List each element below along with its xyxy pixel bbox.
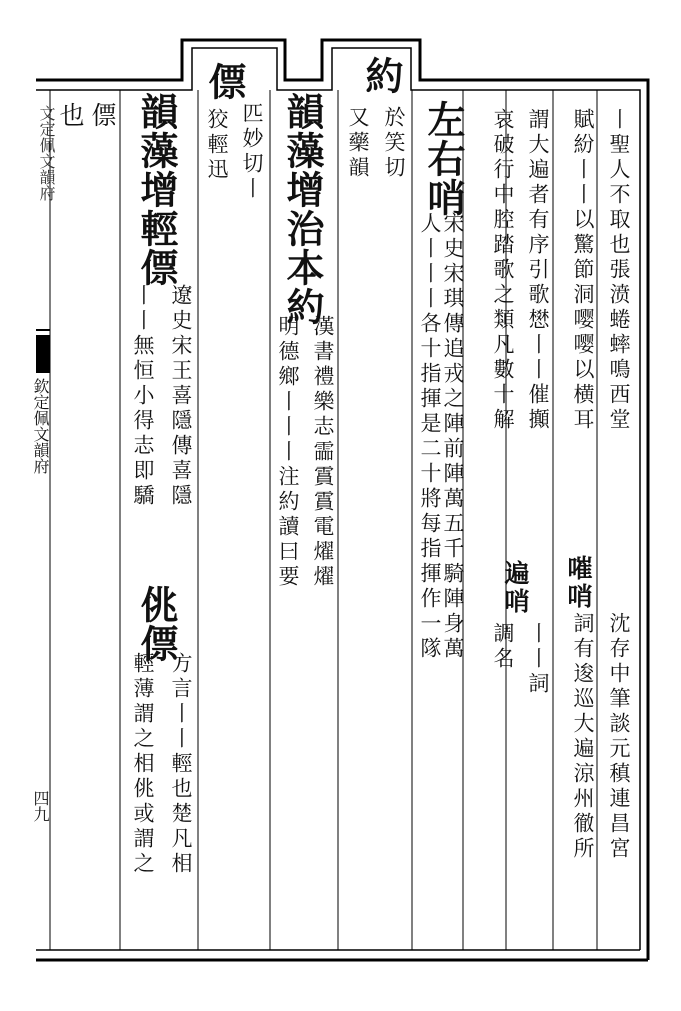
text-column-4b: 調名 bbox=[491, 622, 515, 672]
page-number: 四九 bbox=[31, 790, 50, 822]
entry-headword-zuoyoushao: 左右哨 bbox=[421, 100, 466, 217]
entry-column-4 bbox=[503, 560, 528, 616]
text-column-3a: 謂大遍者有序引歌𢡟丨丨催攧 bbox=[526, 108, 550, 433]
entry-headword-zhibenyue: 韻藻增治本約 bbox=[280, 92, 325, 326]
text-column-8: 又藥韻 bbox=[346, 106, 370, 181]
text-column-1a: 丨聖人不取也張𣸣蜷蟀鳴西堂 bbox=[607, 108, 631, 433]
entry-headword: 遍哨 bbox=[501, 560, 530, 616]
entry-column-2 bbox=[566, 555, 591, 611]
text-column-6: 人丨丨丨各十指揮是二十將每指揮作一隊 bbox=[418, 212, 442, 662]
entry-headword-yue: 約 bbox=[359, 56, 404, 95]
side-header: 欽定佩文韻府 bbox=[31, 378, 50, 474]
text-column-14: 丨丨無恒小得志即驕 bbox=[131, 284, 155, 509]
text-column-2b: 詞有逡巡大遍涼州徹所 bbox=[571, 612, 595, 862]
text-column-18: 也 bbox=[56, 102, 85, 130]
text-column-10: 明德鄉丨丨丨注約讀曰要 bbox=[276, 315, 300, 590]
text-column-4a: 丨丨詞 bbox=[526, 622, 550, 697]
entry-headword: 嗺哨 bbox=[564, 555, 593, 611]
text-column-2a: 沈存中筆談元稹連昌宮 bbox=[607, 612, 631, 862]
text-column-17: 僄 bbox=[88, 102, 117, 130]
entry-headword-tiaopiao: 佻僄 bbox=[134, 585, 179, 663]
text-column-12: 狡輕迅 bbox=[205, 108, 229, 183]
text-column-9: 漢書禮樂志霝霣霣電燿燿 bbox=[311, 315, 335, 590]
entry-headword-qingpiao: 韻藻增輕僄 bbox=[134, 92, 179, 287]
text-column-5: 宋史宋琪傳追戎之陣前陣萬五千騎陣身萬 bbox=[441, 212, 465, 662]
left-fragment-text: 文定佩文韻府 bbox=[37, 105, 56, 201]
entry-headword-piao: 僄 bbox=[202, 62, 247, 101]
text-column-1b: 賦紛丨丨以驚節洞嘤嘤以横耳 bbox=[571, 108, 595, 433]
text-column-16: 輕薄謂之相佻或謂之 bbox=[131, 652, 155, 877]
text-column-13: 遼史宋王喜隱傳喜隱 bbox=[169, 284, 193, 509]
text-column-11: 匹妙切丨 bbox=[240, 102, 264, 202]
text-column-15: 方言丨丨輕也楚凡相 bbox=[169, 652, 193, 877]
text-column-3b: 哀破行中腔踏歌之類凡數十解 bbox=[491, 108, 515, 433]
text-column-7: 於笑切 bbox=[382, 106, 406, 181]
